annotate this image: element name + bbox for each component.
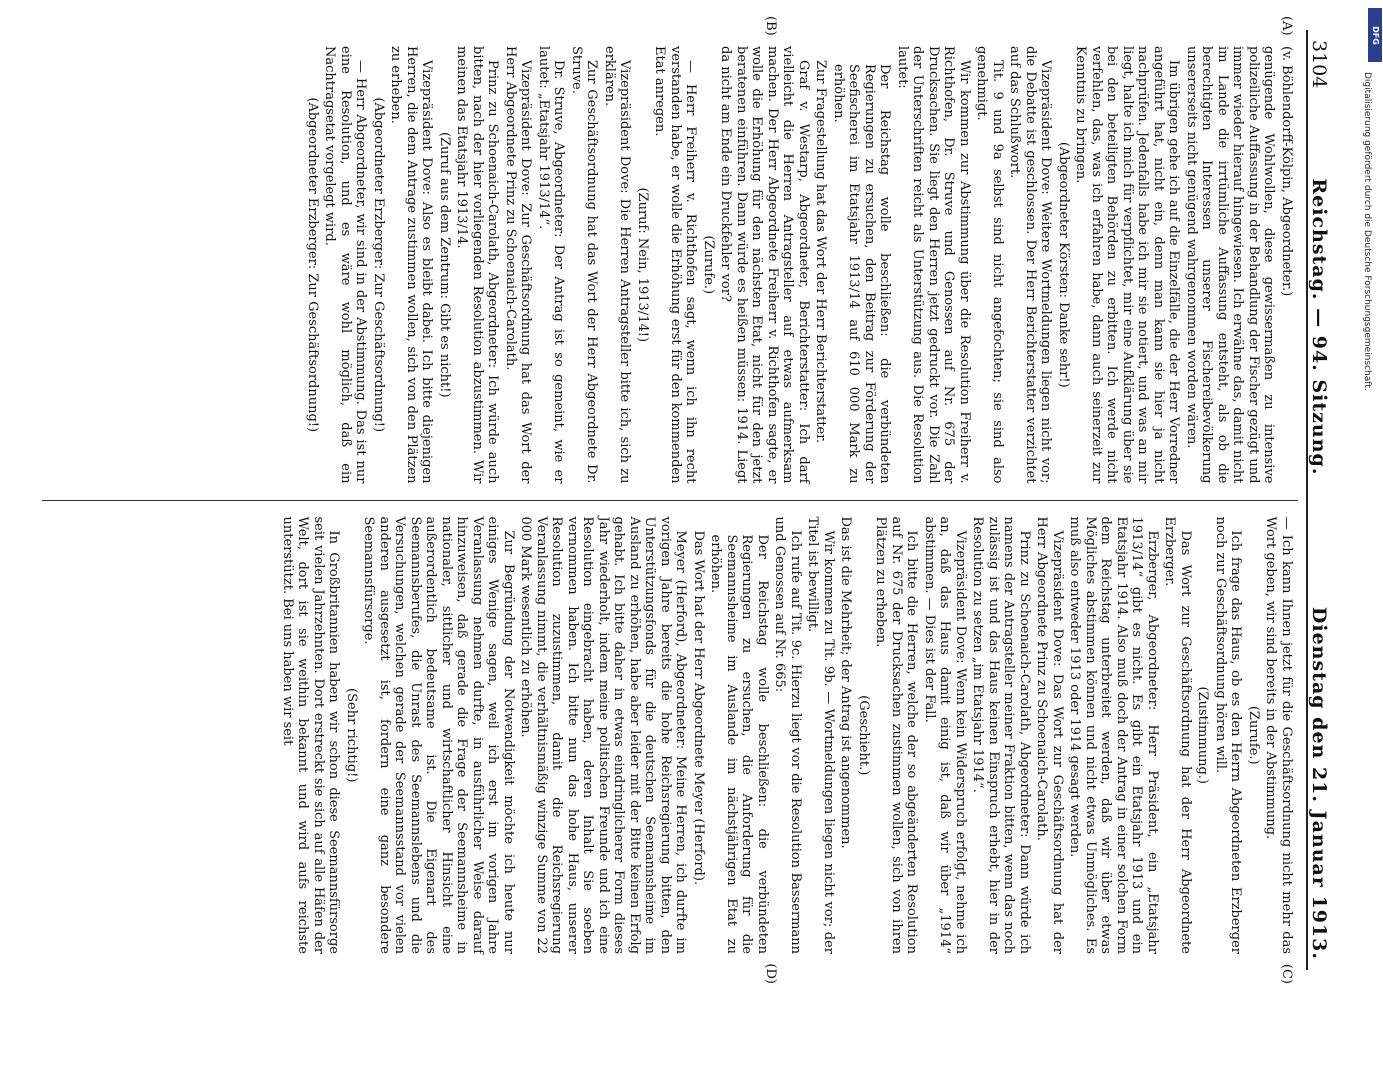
right-column-paragraph: Das ist die Mehrheit; der Antrag ist angenommen. <box>838 516 854 849</box>
right-column-paragraph: In Großbritannien haben wir schon diese Seemannsfürsorge seit vielen Jahrzehnten. Dort erstreckt sie sich auf alle Häfen der Welt, dort ist sie weithin bekannt und wird aufs reichste unterstützt. Bei uns haben wir seit <box>280 516 342 954</box>
left-column-paragraph: (Zurufe.) <box>701 235 716 295</box>
header-left-title: Reichstag. — 94. Sitzung. <box>1308 178 1330 476</box>
right-column-paragraph: — Ich kann Ihnen jetzt für die Geschäftsordnung nicht mehr das Wort geben, wir sind bereits in der Abstimmung. <box>1263 516 1294 954</box>
right-column-paragraph: Ich bitte die Herren, welche der so abgeänderten Resolution auf Nr. 675 der Drucksachen zustimmen wollen, sich von ihren Plätzen zu erheben. <box>873 516 920 954</box>
left-column-paragraph: Vizepräsident Dove: Weitere Wortmeldungen liegen nicht vor; die Debatte ist geschlossen. Der Herr Berichterstatter verzichtet auf das Schlußwort. <box>1007 46 1054 484</box>
text-columns <box>42 16 1298 984</box>
right-column-paragraph: Das Wort zur Geschäftsordnung hat der Herr Abgeordnete Erzberger. <box>1162 516 1193 954</box>
dfg-logo-text: DFG <box>1370 25 1380 45</box>
right-column-paragraph: (Sehr richtig!) <box>344 688 359 783</box>
left-column-paragraph: (v. Böhlendorff-Kölpin, Abgeordneter.) <box>1279 46 1294 297</box>
right-column-paragraph: Vizepräsident Dove: Das Wort zur Geschäftsordnung hat der Herr Abgeordnete Prinz zu Schoenaich-Carolath. <box>1034 516 1065 954</box>
right-column <box>42 500 1298 984</box>
margin-marker-a: (A) <box>1279 16 1294 36</box>
left-column-paragraph: Der Reichstag wolle beschließen: die verbündeten Regierungen zu ersuchen, den Beitrag zur Förderung der Seefischerei im Etatsjahr 1913/14 auf 610 000 Mark zu erhöhen. <box>831 64 893 484</box>
left-column-paragraph: Prinz zu Schoenaich-Carolath, Abgeordneter: Ich würde auch bitten, nach der hier vorliegenden Resolution abzustimmen. Wir meinen das Etatsjahr 1913/14. <box>454 46 501 484</box>
document-page <box>42 16 1342 984</box>
margin-marker-d: (D) <box>763 963 778 984</box>
right-column-paragraph: Ich frage das Haus, ob es den Herrn Abgeordneten Erzberger noch zur Geschäftsordnung hören will. <box>1213 516 1244 954</box>
left-column-paragraph: Im übrigen gehe ich auf die Einzelfälle, die der Herr Vorredner angeführt hat, nicht ein, denn man kann sie hier ja nicht nachprüfen. Jedenfalls habe ich mir sie notiert, und was an mir liegt, halte ich mich für verpflichtet, mir eine Aufklärung über sie bei den beteiligten Behörden zu erbitten. Ich werde nicht verfehlen, das, was ich erfahren habe, dann auch seinerzeit zur Kenntnis zu bringen. <box>1073 46 1182 484</box>
digitization-credit: Digitalisierung gefördert durch die Deutsche Forschungsgemeinschaft. <box>1362 72 1372 391</box>
left-column-paragraph: Vizepräsident Dove: Also es bleibt dabei. Ich bitte diejenigen Herren, die dem Antrage zustimmen wollen, sich von den Plätzen zu erheben. <box>388 46 435 484</box>
left-column <box>42 16 1298 500</box>
left-column-paragraph: Zur Geschäftsordnung hat das Wort der Herr Abgeordnete Dr. Struve. <box>569 46 600 484</box>
left-column-paragraph: Tit. 9 und 9a selbst sind nicht angefochten; sie sind also genehmigt. <box>974 46 1005 484</box>
right-column-paragraph: (Zustimmung.) <box>1195 686 1211 784</box>
right-column-paragraph: Zur Begründung der Notwendigkeit möchte ich heute nur einiges Wenige sagen, weil ich erst im vorigen Jahre Veranlassung nehmen durfte, in ausführlicher Weise darauf hinzuweisen, daß gerade die Frage der Seemannsheime in nationaler, sittlicher und wirtschaftlicher Hinsicht eine außerordentlich bedeutsame ist. Die Eigenart des Seemannsberufes, die Unrast des Seemannslebens und die Versuchungen, welchen gerade der Seemannsstand vor vielen anderen ausgesetzt ist, fordern eine ganz besondere Seemannsfürsorge. <box>361 516 516 954</box>
left-column-paragraph: genügende Wohlwollen, diese gewissermaßen zu intensive polizeiliche Auffassung in der Behandlung der Fischer gezügt und immer wieder hierauf hingewiesen. Ich erwähne das, damit nicht im Lande die irrtümliche Auffassung entsteht, als ob die berechtigten Interessen unserer Fischereibevölkerung unsererseits nicht genügend wahrgenommen worden wären. <box>1184 46 1277 484</box>
right-column-paragraph: Meyer (Herford), Abgeordneter: Meine Herren, ich durfte im vorigen Jahre bereits die hohe Reichsregierung bitten, den Unterstützungsfonds für die deutschen Seemannsheime im Ausland zu erhöhen, habe aber leider mit der Bitte keinen Erfolg gehabt. Ich bitte daher in etwas eindringlicherer Form dieses Jahr wiederholt, indem meine politischen Freunde und ich eine Resolution eingebracht haben, deren Inhalt Sie soeben vernommen haben. Ich bitte nun das hohe Haus, unserer Resolution zuzustimmen, damit die Reichsregierung Veranlassung nimmt, die verhältnismäßig winzige Summe von 22 000 Mark wesentlich zu erhöhen. <box>518 516 689 954</box>
right-column-paragraph: Ich rufe auf Tit. 9c. Hierzu liegt vor die Resolution Bassermann und Genossen auf Nr. 665: <box>772 516 803 954</box>
right-column-paragraph: Das Wort hat der Herr Abgeordnete Meyer (Herford). <box>691 530 706 886</box>
left-column-paragraph: (Zuruf: Nein, 1913/14!) <box>635 187 650 343</box>
margin-marker-c: (C) <box>1279 963 1294 984</box>
dfg-logo <box>1368 8 1382 62</box>
left-column-paragraph: — Herr Freiherr v. Richthofen sagt, wenn ich ihn recht verstanden habe, er wolle die Erhöhung erst für den kommenden Etat anregen. <box>652 46 699 484</box>
left-column-paragraph: (Abgeordneter Erzberger: Zur Geschäftsordnung!) <box>305 97 320 433</box>
right-column-paragraph: Erzberger, Abgeordneter: Herr Präsident, ein „Etatsjahr 1913/14“ gibt es nicht. Es gibt ein Etatsjahr 1913 und ein Etatsjahr 1914. Also muß doch der Antrag in einer solchen Form dem Reichstag unterbreitet werden, daß wir über etwas Mögliches abstimmen können und nicht etwas Unmögliches. Es muß also entweder 1913 oder 1914 gesagt werden. <box>1067 516 1160 954</box>
left-column-paragraph: — Herr Abgeordneter, wir sind in der Abstimmung. Das ist nur eine Resolution, und es wäre wohl möglich, daß ein Nachtragsetat vorgelegt wird. <box>322 46 369 484</box>
left-column-paragraph: Zur Fragestellung hat das Wort der Herr Berichterstatter. <box>813 60 829 444</box>
left-column-paragraph: Vizepräsident Dove: Zur Geschäftsordnung hat das Wort der Herr Abgeordnete Prinz zu Schoenaich-Carolath. <box>503 46 534 484</box>
right-column-paragraph: (Geschieht.) <box>856 695 871 776</box>
page-header <box>1306 30 1342 970</box>
left-column-paragraph: Dr. Struve, Abgeordneter: Der Antrag ist so gemeint, wie er lautet: „Etatsjahr 1913/14“. <box>536 46 567 484</box>
left-column-paragraph: (Zuruf aus dem Zentrum: Gibt es nicht!) <box>437 131 452 398</box>
right-column-paragraph: Wir kommen zu Tit. 9b. — Wortmeldungen liegen nicht vor; der Titel ist bewilligt. <box>805 516 836 954</box>
page-number: 3104 <box>1308 40 1330 89</box>
right-column-paragraph: Prinz zu Schoenaich-Carolath, Abgeordneter: Dann würde ich namens der Antragsteller meiner Fraktion bitten, wenn das noch zulässig ist und das Haus keinen Einspruch erhebt, hier in der Resolution zu setzen „im Etatsjahr 1914“. <box>970 516 1032 954</box>
right-column-paragraph: Vizepräsident Dove: Wenn kein Widerspruch erfolgt, nehme ich an, daß das Haus damit einig ist, daß wir über „1914“ abstimmen. — Dies ist der Fall. <box>922 516 968 954</box>
left-column-paragraph: Vizepräsident Dove: Die Herren Antragsteller bitte ich, sich zu erklären. <box>602 46 633 484</box>
left-column-paragraph: Graf v. Westarp, Abgeordneter, Berichterstatter: Ich darf vielleicht die Herren Antragsteller auf etwas aufmerksam machen. Der Herr Abgeordnete Freiherr v. Richthofen sagte, er wolle die Erhöhung für den nächsten Etat, nicht für den jetzt beratenen einführen. Dann würde es heißen müssen: 1914. Liegt da nicht am Ende ein Druckfehler vor? <box>718 46 811 484</box>
left-column-paragraph: Wir kommen zur Abstimmung über die Resolution Freiherr v. Richthofen, Dr. Struve und Genossen auf Nr. 675 der Drucksachen. Sie liegt den Herren jetzt gedruckt vor. Die Zahl der Unterschriften reicht als Unterstützung aus. Die Resolution lautet: <box>895 46 972 484</box>
left-column-paragraph: (Abgeordneter Erzberger: Zur Geschäftsordnung!) <box>371 97 386 433</box>
margin-marker-b: (B) <box>763 16 778 36</box>
header-right-title: Dienstag den 21. Januar 1913. <box>1308 606 1330 960</box>
left-column-paragraph: (Abgeordneter Körsten: Danke sehr!) <box>1056 141 1071 388</box>
right-column-paragraph: Der Reichstag wolle beschließen: die verbündeten Regierungen zu ersuchen, die Anforderung für die Seemannsheime im Auslande im nächstjährigen Etat zu erhöhen. <box>708 534 770 954</box>
right-column-paragraph: (Zurufe.) <box>1246 705 1261 765</box>
